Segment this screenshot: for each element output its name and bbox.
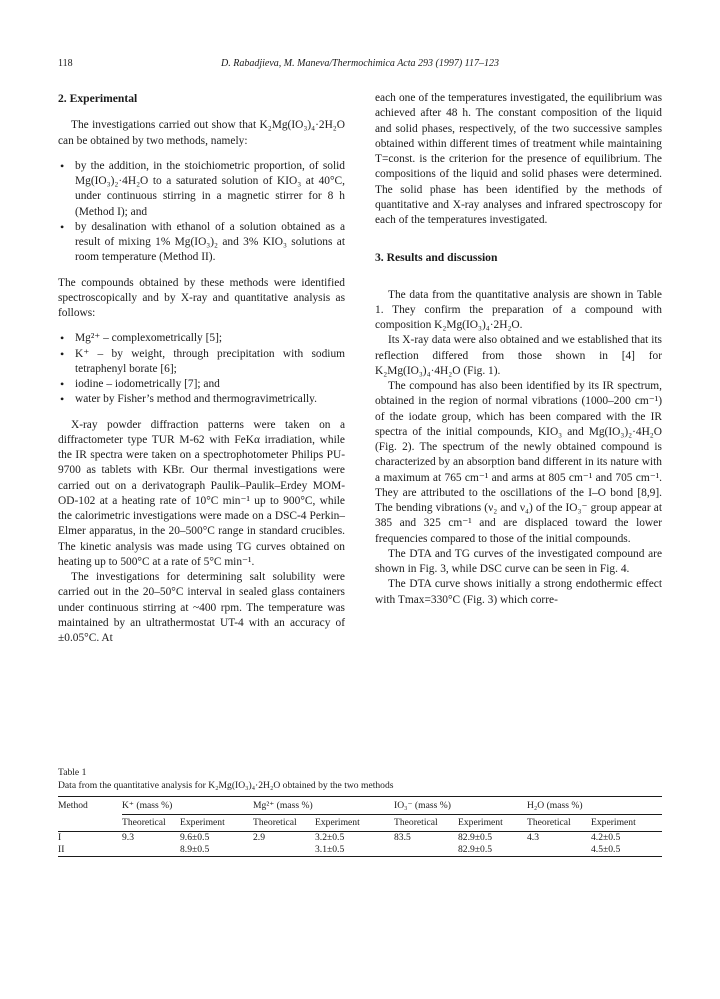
table-cell: [122, 844, 180, 857]
table-cell: 9.3: [122, 832, 180, 845]
table-cell: I: [58, 832, 122, 845]
table-group-header: H₂O (mass %): [527, 797, 662, 815]
table-subheader: Theoretical: [122, 815, 180, 832]
table-cell: 4.2±0.5: [591, 832, 662, 845]
table-subheader: Experiment: [180, 815, 253, 832]
analysis-intro: The compounds obtained by these methods were identified spectroscopically and by X-ray and quantitative analysis as follows:: [58, 276, 345, 319]
analysis-item: • Mg²⁺ – complexometrically [5];: [58, 331, 345, 346]
table-cell: 3.1±0.5: [315, 844, 394, 857]
table-group-header: K⁺ (mass %): [122, 797, 253, 815]
paragraph-results-5: The DTA curve shows initially a strong endothermic effect with Tmax=330°C (Fig. 3) which corre-: [375, 578, 662, 606]
paragraph-results-2: Its X-ray data were also obtained and we established that its reflection differed from those shown in [4] for K₂Mg(IO₃)₄·4H₂O (Fig. 1).: [375, 334, 662, 377]
paragraph-results-3: The compound has also been identified by its IR spectrum, obtained in the region of normal vibrations (1000–200 cm⁻¹) of the iodate group, which has been compared with the IR spectra of the initial compounds, KIO₃ and Mg(IO₃)₂·4H₂O (Fig. 2). The spectrum of the newly obtained compound is characterized by an absorption band different in its nature with a maximum at 765 cm⁻¹ and arms at 805 cm⁻¹ and 705 cm⁻¹. They are attributed to the oscillations of the I–O bond [8,9]. The bending vibrations (ν₂ and ν₄) of the IO₃⁻ group appear at 385 and 325 cm⁻¹ and are displaced toward the lower frequencies compared to those of the initial compounds.: [375, 380, 662, 545]
running-title: D. Rabadjieva, M. Maneva/Thermochimica Acta 293 (1997) 117–123: [221, 58, 499, 69]
left-column: [58, 91, 345, 646]
paragraph-xray-methods: X-ray powder diffraction patterns were taken on a diffractometer type TUR M-62 with FeKα irradiation, while the IR spectra were taken on a spectrophotometer Philips PU-9700 as tablets with KBr. Our thermal investigations were carried out on a derivatograph Paulik–Paulik–Erdey MOM-OD-102 at a heating rate of 10°C min⁻¹ up to 900°C, while the calorimetric investigations were made on a DSC-4 Perkin–Elmer apparatus, in the 20–500°C range in standard crucibles. The kinetic analysis was made using TG curves obtained on heating up to 500°C at a rate of 5°C min⁻¹.: [58, 418, 345, 568]
paragraph-equilibrium: each one of the temperatures investigated, the equilibrium was achieved after 48 h. The constant composition of the liquid and solid phases, respectively, of the two successive samples obtained within different times of treatment while maintaining T=const. is the criterion for the presence of equilibrium. The compositions of the liquid and solid phases were determined. The solid phase has been identified by the methods of quantitative and X-ray analyses and infrared spectroscopy for each of the temperatures investigated.: [375, 92, 662, 226]
table-subheader: Theoretical: [394, 815, 458, 832]
paragraph-solubility: The investigations for determining salt solubility were carried out in the 20–50°C interval in sealed glass containers under continuous stirring at ~400 rpm. The temperature was maintained by an ultrathermostat UT-4 with an accuracy of ±0.05°C. At: [58, 571, 345, 644]
method-item: • by desalination with ethanol of a solution obtained as a result of mixing 1% Mg(IO₃)₂ and 3% KIO₃ solutions at room temperature (Method II).: [58, 220, 345, 266]
section-heading-experimental: 2. Experimental: [58, 92, 138, 105]
analysis-item: • K⁺ – by weight, through precipitation with sodium tetraphenyl borate [6];: [58, 347, 345, 378]
data-table: [58, 796, 662, 857]
table-1: [58, 767, 662, 857]
table-group-header: IO₃⁻ (mass %): [394, 797, 527, 815]
table-cell: 82.9±0.5: [458, 844, 527, 857]
table-cell: 4.5±0.5: [591, 844, 662, 857]
table-cell: 2.9: [253, 832, 315, 845]
table-cell: [527, 844, 591, 857]
table-group-header: Mg²⁺ (mass %): [253, 797, 394, 815]
section-heading-results: 3. Results and discussion: [375, 251, 498, 265]
table-subheader-row: [58, 815, 662, 832]
page-number: 118: [58, 58, 73, 69]
analysis-item: • iodine – iodometrically [7]; and: [58, 377, 345, 392]
table-cell: 83.5: [394, 832, 458, 845]
table-label: Table 1: [58, 767, 87, 778]
table-row: [58, 844, 662, 857]
paragraph-results-4: The DTA and TG curves of the investigated compound are shown in Fig. 3, while DSC curve can be seen in Fig. 4.: [375, 547, 662, 575]
table-row: [58, 832, 662, 845]
running-header: [58, 58, 662, 72]
table-subheader: Experiment: [315, 815, 394, 832]
table-cell: [253, 844, 315, 857]
table-caption: Data from the quantitative analysis for K₂Mg(IO₃)₄·2H₂O obtained by the two methods: [58, 780, 394, 791]
method-item: • by the addition, in the stoichiometric proportion, of solid Mg(IO₃)₂·4H₂O to a saturated solution of KIO₃ at 40°C, under continuous stirring in a magnetic stirrer for 8 h (Method I); and: [58, 159, 345, 220]
table-subheader: Theoretical: [253, 815, 315, 832]
experimental-intro: The investigations carried out show that K₂Mg(IO₃)₄·2H₂O can be obtained by two methods, namely:: [58, 119, 345, 147]
table-cell: II: [58, 844, 122, 857]
analysis-list: [58, 331, 345, 407]
table-subheader: Experiment: [591, 815, 662, 832]
table-cell: 8.9±0.5: [180, 844, 253, 857]
table-subheader: Theoretical: [527, 815, 591, 832]
right-column: [375, 91, 662, 608]
table-cell: 4.3: [527, 832, 591, 845]
table-cell: [394, 844, 458, 857]
table-cell: 9.6±0.5: [180, 832, 253, 845]
methods-list: [58, 159, 345, 266]
table-cell: 3.2±0.5: [315, 832, 394, 845]
table-header-method: Method: [58, 797, 122, 815]
table-cell: 82.9±0.5: [458, 832, 527, 845]
paragraph-results-1: The data from the quantitative analysis are shown in Table 1. They confirm the preparation of a compound with composition K₂Mg(IO₃)₄·2H₂O.: [375, 288, 662, 331]
table-subheader: Experiment: [458, 815, 527, 832]
analysis-item: • water by Fisher’s method and thermogravimetrically.: [58, 392, 345, 407]
table-group-header-row: [58, 797, 662, 815]
